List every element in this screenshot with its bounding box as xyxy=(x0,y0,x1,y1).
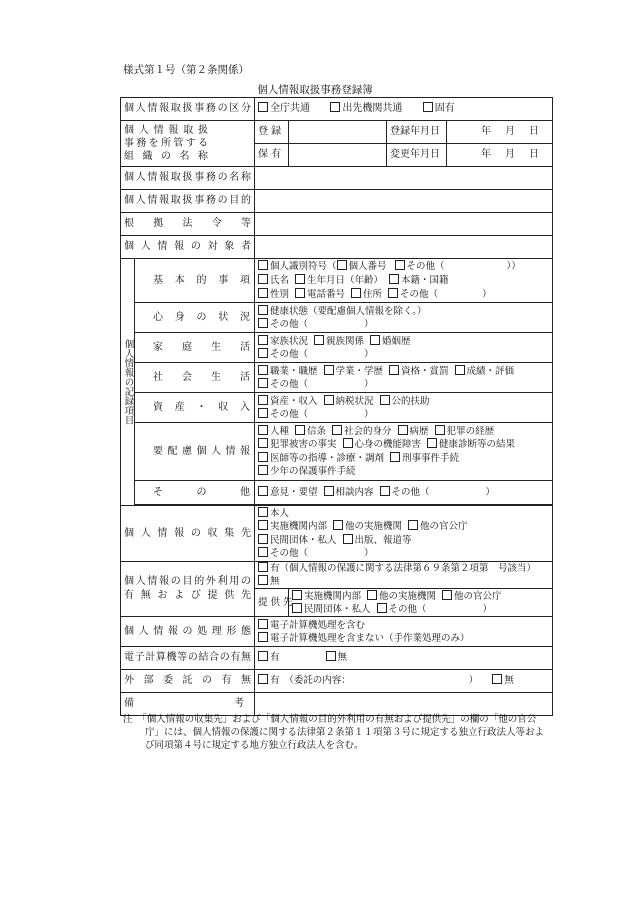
asset-label: 資 産 ・ 収 入 xyxy=(135,393,255,423)
outside-use-options: 有（個人情報の保護に関する法律第６９条第２項第 号該当） 無 xyxy=(255,562,553,589)
checkbox[interactable] xyxy=(427,438,437,448)
mind-label: 心 身 の 状 況 xyxy=(135,303,255,333)
affair-name-label: 個人情報取扱事務の名称 xyxy=(121,167,255,190)
checkbox[interactable] xyxy=(258,534,268,544)
checkbox[interactable] xyxy=(435,425,445,435)
checkbox[interactable] xyxy=(258,575,268,585)
checkbox[interactable] xyxy=(389,274,399,284)
checkbox[interactable] xyxy=(337,260,347,270)
reg-label: 登 録 xyxy=(255,121,289,144)
outsource-label: 外 部 委 託 の 有 無 xyxy=(121,670,255,693)
checkbox[interactable] xyxy=(398,425,408,435)
checkbox[interactable] xyxy=(343,534,353,544)
checkbox[interactable] xyxy=(295,425,305,435)
other-label: そ の 他 xyxy=(135,481,255,505)
subject-label: 個 人 情 報 の 対 象 者 xyxy=(121,236,255,259)
checkbox[interactable] xyxy=(423,102,433,112)
provide-options: 実施機関内部 他の実施機関 他の官公庁 民間団体・私人 その他（ ） xyxy=(289,589,553,617)
provide-label: 提 供 先 xyxy=(255,589,289,617)
outsource-options: 有 （委託の内容： ） 無 xyxy=(255,670,553,693)
collect-options: 本人 実施機関内部 他の実施機関 他の官公庁 民間団体・私人 出版、報道等 その他（ ） xyxy=(255,506,553,562)
checkbox[interactable] xyxy=(292,590,302,600)
checkbox[interactable] xyxy=(258,452,268,462)
checkbox[interactable] xyxy=(258,378,268,388)
mind-options: 健康状態（要配慮個人情報を除く。） その他（ ） xyxy=(255,303,553,333)
checkbox[interactable] xyxy=(258,395,268,405)
checkbox[interactable] xyxy=(330,102,340,112)
checkbox[interactable] xyxy=(380,486,390,496)
checkbox[interactable] xyxy=(258,260,268,270)
checkbox[interactable] xyxy=(377,603,387,613)
sensitive-options: 人種 信条 社会的身分 病歴 犯罪の経歴 犯罪被害の事実 心身の機能障害 健康診断等の結果 医師等の指導・診療・調剤 刑事事件手続 少年の保護事件手続 xyxy=(255,423,553,481)
checkbox[interactable] xyxy=(492,674,502,684)
outside-use-label: 個人情報の目的外利用の 有 無 お よ び 提 供 先 xyxy=(121,562,255,617)
sensitive-label: 要配慮個人情報 xyxy=(135,423,255,481)
checkbox[interactable] xyxy=(324,395,334,405)
checkbox[interactable] xyxy=(389,365,399,375)
checkbox[interactable] xyxy=(258,408,268,418)
checkbox[interactable] xyxy=(295,288,305,298)
reg-date-value[interactable]: 年 月 日 xyxy=(447,121,553,144)
checkbox[interactable] xyxy=(380,395,390,405)
legal-basis-label: 根 拠 法 令 等 xyxy=(121,213,255,236)
checkbox[interactable] xyxy=(258,651,268,661)
social-label: 社 会 生 活 xyxy=(135,363,255,393)
checkbox[interactable] xyxy=(292,603,302,613)
checkbox[interactable] xyxy=(333,520,343,530)
process-label: 個 人 情 報 の 処 理 形 態 xyxy=(121,617,255,647)
family-options: 家族状況 親族関係 婚姻歴 その他（ ） xyxy=(255,333,553,363)
chg-date-label: 変更年月日 xyxy=(387,144,447,167)
process-options: 電子計算機処理を含む 電子計算機処理を含まない（手作業処理のみ） xyxy=(255,617,553,647)
reg-value[interactable] xyxy=(289,121,387,144)
asset-options: 資産・収入 納税状況 公的扶助 その他（ ） xyxy=(255,393,553,423)
footnote: 注 「個人情報の収集先」および「個人情報の目的外利用の有無および提供先」の欄の「他の官公 庁」には、個人情報の保護に関する法律第２条第１１項第３号に規定する独立行政法人等およ び同項第４号に規定する地方独立行政法人を含む。 xyxy=(123,714,545,751)
checkbox[interactable] xyxy=(258,305,268,315)
checkbox[interactable] xyxy=(258,507,268,517)
checkbox[interactable] xyxy=(258,335,268,345)
registration-table xyxy=(120,97,553,716)
checkbox[interactable] xyxy=(370,335,380,345)
chg-date-value[interactable]: 年 月 日 xyxy=(447,144,553,167)
checkbox[interactable] xyxy=(388,288,398,298)
form-number: 様式第１号（第２条関係） xyxy=(123,64,249,76)
subject-value[interactable] xyxy=(255,236,553,259)
checkbox[interactable] xyxy=(258,562,268,572)
family-label: 家 庭 生 活 xyxy=(135,333,255,363)
checkbox[interactable] xyxy=(258,365,268,375)
category-options: 全庁共通 出先機関共通 固有 xyxy=(255,98,553,121)
org-label: 個人情報取扱 事務を所管する 組 織 の 名 称 xyxy=(121,121,255,167)
reg-date-label: 登録年月日 xyxy=(387,121,447,144)
hold-value[interactable] xyxy=(289,144,387,167)
checkbox[interactable] xyxy=(343,438,353,448)
checkbox[interactable] xyxy=(258,547,268,557)
checkbox[interactable] xyxy=(258,619,268,629)
checkbox[interactable] xyxy=(258,438,268,448)
remarks-label: 備 考 xyxy=(121,693,255,716)
checkbox[interactable] xyxy=(351,288,361,298)
checkbox[interactable] xyxy=(258,274,268,284)
checkbox[interactable] xyxy=(295,274,305,284)
checkbox[interactable] xyxy=(258,465,268,475)
legal-basis-value[interactable] xyxy=(255,213,553,236)
checkbox[interactable] xyxy=(258,520,268,530)
other-options: 意見・要望 相談内容 その他（ ） xyxy=(255,481,553,505)
social-options: 職業・職歴 学業・学歴 資格・賞罰 成績・評価 その他（ ） xyxy=(255,363,553,393)
checkbox[interactable] xyxy=(258,102,268,112)
affair-name-value[interactable] xyxy=(255,167,553,190)
checkbox[interactable] xyxy=(367,590,377,600)
checkbox[interactable] xyxy=(324,365,334,375)
checkbox[interactable] xyxy=(455,365,465,375)
combine-options: 有 無 xyxy=(255,647,553,670)
hold-label: 保 有 xyxy=(255,144,289,167)
form-title: 個人情報取扱事務登録簿 xyxy=(257,84,373,96)
basic-options: 個人識別符号（ 個人番号 その他（ ）） 氏名 生年月日（年齢） 本籍・国籍 性別 電話番号 住所 その他（ ） xyxy=(255,259,553,303)
checkbox[interactable] xyxy=(395,260,405,270)
affair-purpose-value[interactable] xyxy=(255,190,553,213)
collect-label: 個 人 情 報 の 収 集 先 xyxy=(121,506,255,562)
basic-label: 基 本 的 事 項 xyxy=(135,259,255,303)
checkbox[interactable] xyxy=(314,335,324,345)
checkbox[interactable] xyxy=(442,590,452,600)
checkbox[interactable] xyxy=(258,632,268,642)
affair-purpose-label: 個人情報取扱事務の目的 xyxy=(121,190,255,213)
checkbox[interactable] xyxy=(324,486,334,496)
checkbox[interactable] xyxy=(408,520,418,530)
combine-label: 電子計算機等の結合の有無 xyxy=(121,647,255,670)
checkbox[interactable] xyxy=(258,318,268,328)
checkbox[interactable] xyxy=(258,486,268,496)
checkbox[interactable] xyxy=(258,674,268,684)
checkbox[interactable] xyxy=(390,452,400,462)
checkbox[interactable] xyxy=(326,651,336,661)
checkbox[interactable] xyxy=(258,425,268,435)
record-items-label: 個人情報の記録項目 xyxy=(121,259,135,506)
checkbox[interactable] xyxy=(332,425,342,435)
category-label: 個人情報取扱事務の区分 xyxy=(121,98,255,121)
checkbox[interactable] xyxy=(258,348,268,358)
checkbox[interactable] xyxy=(258,288,268,298)
